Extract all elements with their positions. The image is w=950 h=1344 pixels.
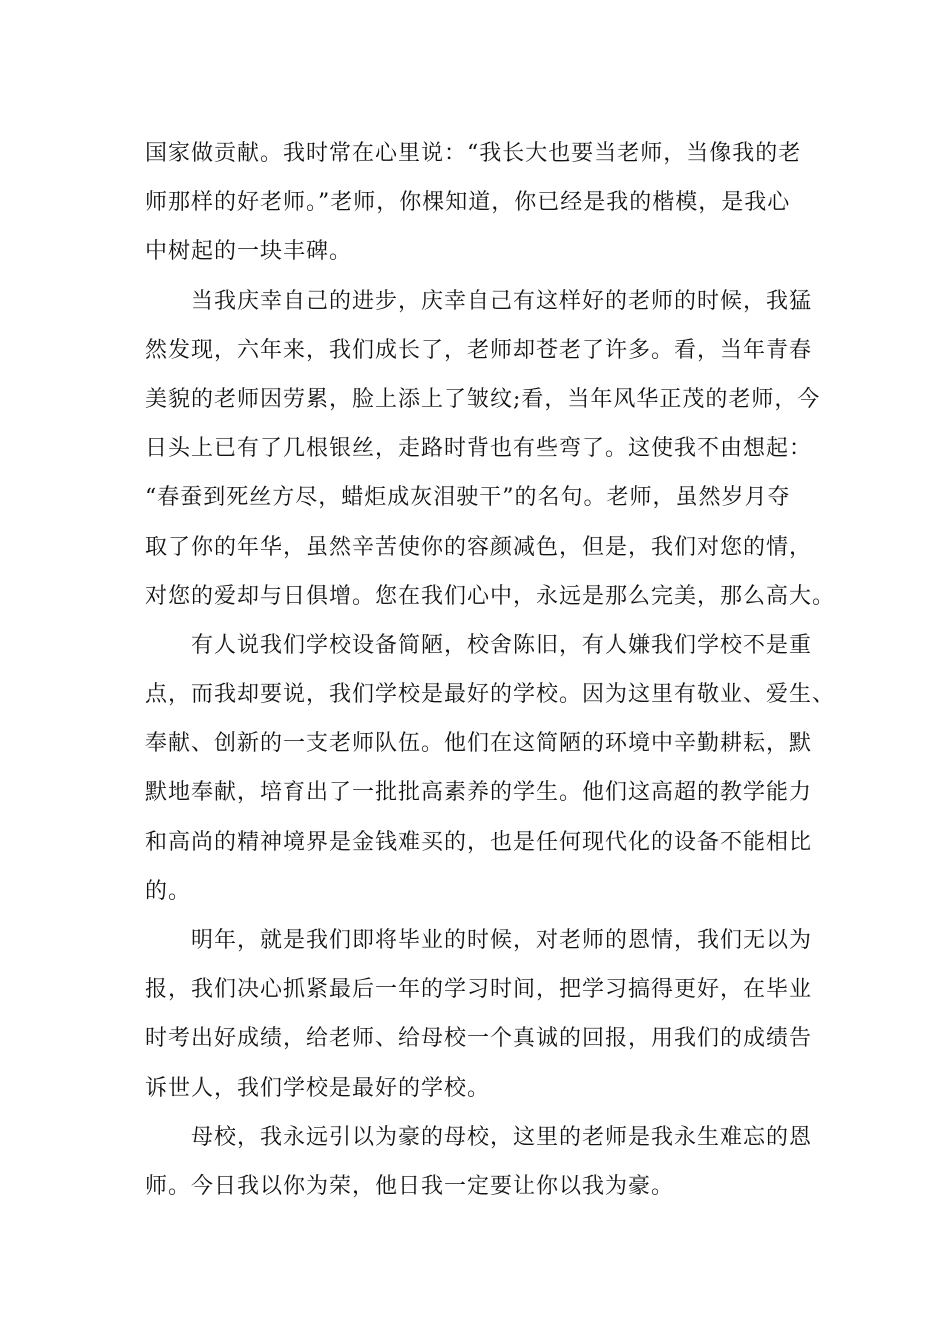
text-line: 和高尚的精神境界是金钱难买的，也是任何现代化的设备不能相比: [145, 829, 813, 855]
text-line: 报，我们决心抓紧最后一年的学习时间，把学习搞得更好，在毕业: [145, 977, 813, 1003]
text-line: 有人说我们学校设备简陋，校舍陈旧，有人嫌我们学校不是重: [145, 632, 813, 658]
text-line: 默地奉献，培育出了一批批高素养的学生。他们这高超的教学能力: [145, 780, 813, 806]
text-line: 中树起的一块丰碑。: [145, 239, 353, 265]
text-line: 母校，我永远引以为豪的母校，这里的老师是我永生难忘的恩: [145, 1124, 813, 1150]
text-line: 时考出好成绩，给老师、给母校一个真诚的回报，用我们的成绩告: [145, 1026, 813, 1052]
body-text: [145, 129, 836, 1211]
text-line: 取了你的年华，虽然辛苦使你的容颜减色，但是，我们对您的情，: [145, 534, 813, 560]
text-line: 美貌的老师因劳累，脸上添上了皱纹;看，当年风华正茂的老师，今: [145, 386, 821, 412]
text-line: 日头上已有了几根银丝，走路时背也有些弯了。这使我不由想起：: [145, 436, 813, 462]
text-line: 师那样的好老师。”老师，你棵知道，你已经是我的楷模，是我心: [145, 190, 791, 216]
text-line: 点，而我却要说，我们学校是最好的学校。因为这里有敬业、爱生、: [145, 682, 836, 708]
text-line: 国家做贡献。我时常在心里说：“我长大也要当老师，当像我的老: [145, 141, 802, 166]
text-line: 对您的爱却与日俱增。您在我们心中，永远是那么完美，那么高大。: [145, 583, 836, 609]
text-line: 当我庆幸自己的进步，庆幸自己有这样好的老师的时候，我猛: [145, 288, 813, 314]
text-line: “春蚕到死丝方尽，蜡炬成灰泪驶干”的名句。老师，虽然岁月夺: [145, 485, 791, 511]
text-line: 明年，就是我们即将毕业的时候，对老师的恩情，我们无以为: [145, 928, 813, 953]
text-line: 师。今日我以你为荣，他日我一定要让你以我为豪。: [145, 1173, 675, 1199]
text-line: 诉世人，我们学校是最好的学校。: [145, 1075, 491, 1101]
text-line: 奉献、创新的一支老师队伍。他们在这简陋的环境中辛勤耕耘，默: [145, 731, 813, 757]
text-line: 然发现，六年来，我们成长了，老师却苍老了许多。看，当年青春: [145, 337, 813, 363]
text-line: 的。: [145, 878, 192, 904]
